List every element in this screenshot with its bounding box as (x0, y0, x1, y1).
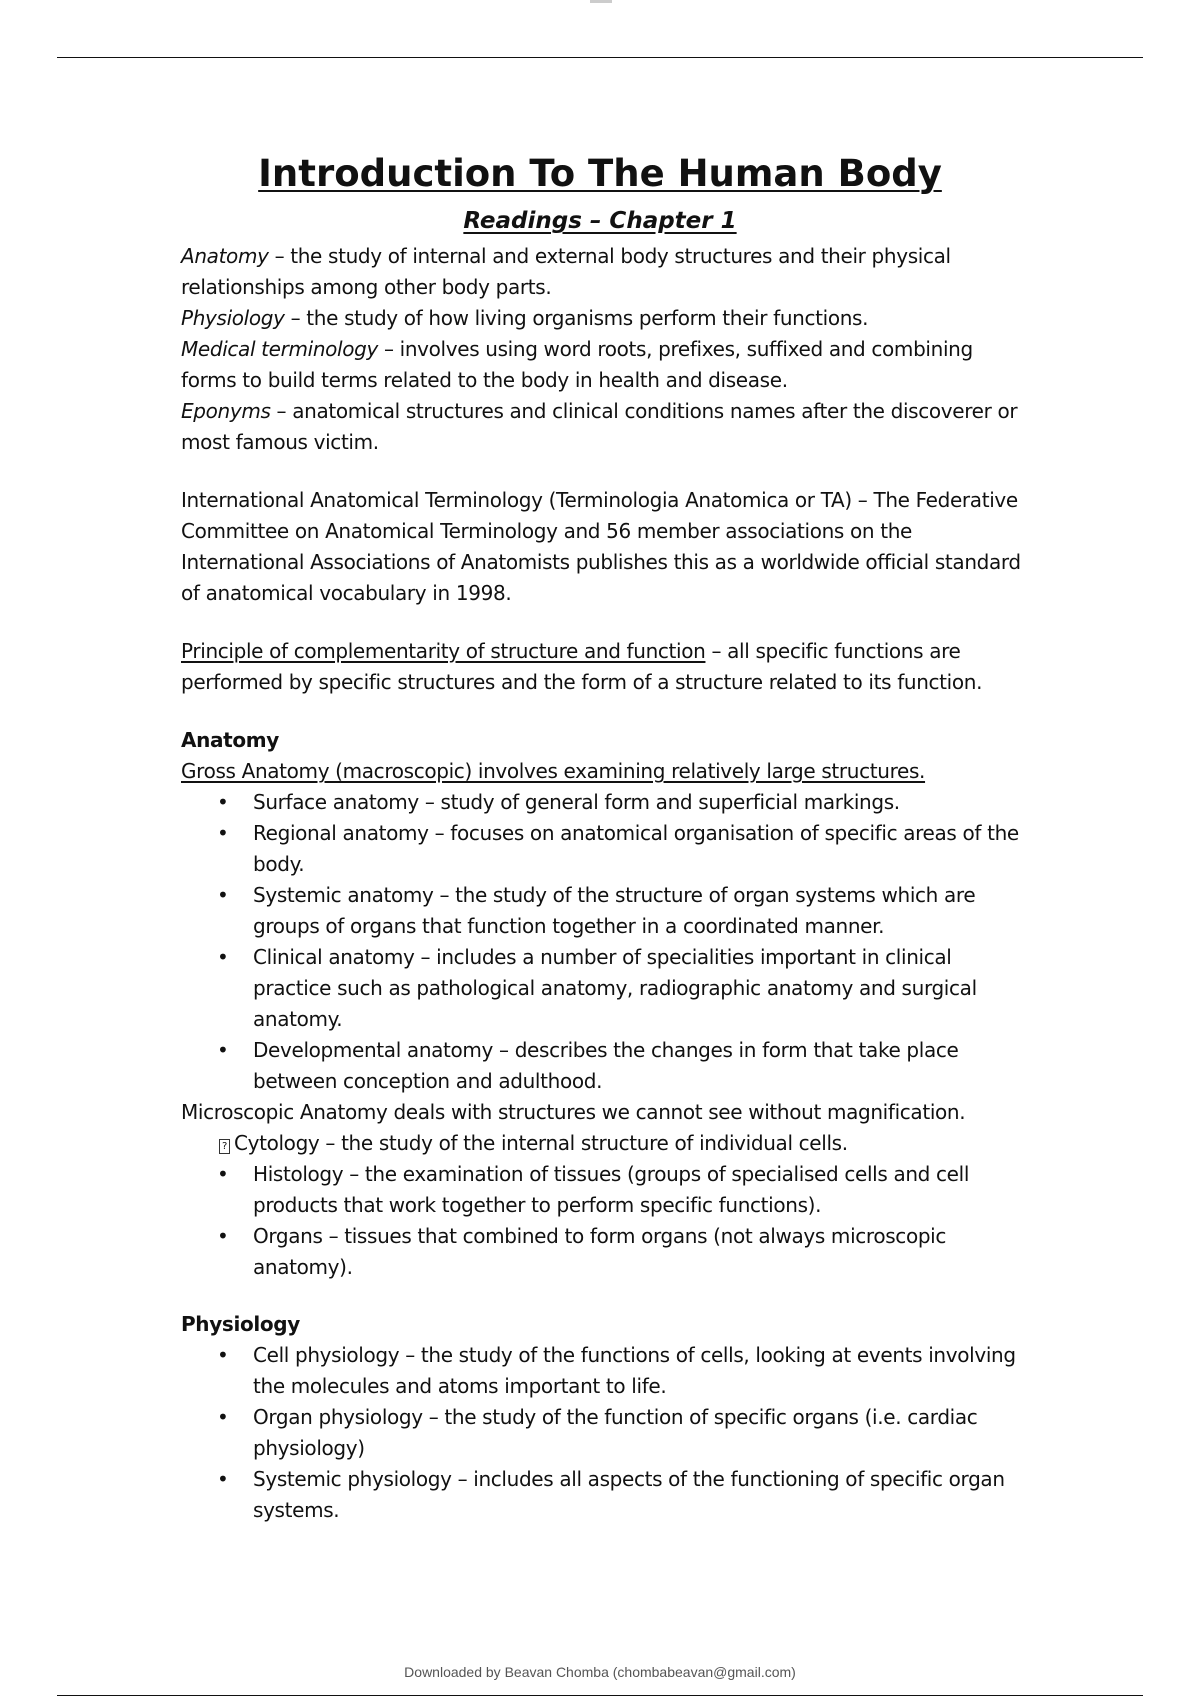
top-mark (590, 0, 612, 3)
bullet: • (217, 1405, 229, 1429)
footer-rule (57, 1695, 1143, 1696)
list-item (181, 818, 1031, 880)
bullet: • (217, 1038, 229, 1062)
list-item (181, 1402, 1031, 1464)
list-item-text: Clinical anatomy – includes a number of specialities important in clinical practice such as pathological anatomy, radiographic anatomy and surgical anatomy. (253, 945, 977, 1031)
spacer (181, 609, 1031, 636)
list-item-text: Developmental anatomy – describes the changes in form that take place between conception and adulthood. (253, 1038, 959, 1093)
definition-medical-terminology (181, 334, 1031, 396)
physiology-heading: Physiology (181, 1312, 300, 1336)
list-item-text: Regional anatomy – focuses on anatomical organisation of specific areas of the body. (253, 821, 1019, 876)
list-item (181, 787, 1031, 818)
list-item (181, 1128, 1031, 1159)
anatomy-heading: Anatomy (181, 728, 279, 752)
bullet: • (217, 1343, 229, 1367)
physiology-list (181, 1340, 1031, 1526)
principle-term: Principle of complementarity of structure and function (181, 639, 706, 663)
download-footer: Downloaded by Beavan Chomba (chombabeavan@gmail.com) (404, 1664, 796, 1680)
bullet: • (217, 1162, 229, 1186)
definition-text: – the study of internal and external body structures and their physical relationships among other body parts. (181, 244, 951, 299)
spacer (181, 698, 1031, 725)
principle-paragraph (181, 636, 1031, 698)
ta-paragraph: International Anatomical Terminology (Terminologia Anatomica or TA) – The Federative Committee on Anatomical Terminology and 56 member associations on the International Associations of Anatomists publishes this as a worldwide official standard of anatomical vocabulary in 1998. (181, 488, 1021, 605)
microscopic-anatomy-intro: Microscopic Anatomy deals with structures we cannot see without magnification. (181, 1100, 966, 1124)
page-subtitle-text: Readings – Chapter 1 (463, 208, 737, 234)
page-title-text: Introduction To The Human Body (258, 152, 942, 195)
microscopic-anatomy-list (181, 1159, 1031, 1283)
missing-glyph-icon: ? (219, 1139, 230, 1154)
list-item-text: Systemic physiology – includes all aspects of the functioning of specific organ systems. (253, 1467, 1005, 1522)
page-title (0, 150, 1200, 198)
definition-term: Physiology (181, 306, 285, 330)
definition-text: – involves using word roots, prefixes, suffixed and combining forms to build terms related to the body in health and disease. (181, 337, 973, 392)
page-subtitle (0, 206, 1200, 236)
list-item (181, 1035, 1031, 1097)
list-item-text: Systemic anatomy – the study of the structure of organ systems which are groups of organs that function together in a coordinated manner. (253, 883, 976, 938)
list-item (181, 942, 1031, 1035)
list-item-text: Cytology – the study of the internal structure of individual cells. (234, 1131, 848, 1155)
spacer (181, 1283, 1031, 1309)
bullet: • (217, 1224, 229, 1248)
definition-text: – the study of how living organisms perform their functions. (284, 306, 869, 330)
definition-physiology (181, 303, 1031, 334)
list-item (181, 1464, 1031, 1526)
definition-eponyms (181, 396, 1031, 458)
list-item (181, 880, 1031, 942)
bullet: • (217, 821, 229, 845)
definition-text: – anatomical structures and clinical conditions names after the discoverer or most famous victim. (181, 399, 1018, 454)
header-rule (57, 57, 1143, 58)
definition-term: Anatomy (181, 244, 269, 268)
list-item (181, 1221, 1031, 1283)
list-item (181, 1159, 1031, 1221)
list-item-text: Cell physiology – the study of the functions of cells, looking at events involving the molecules and atoms important to life. (253, 1343, 1016, 1398)
document-body (181, 241, 1031, 1526)
gross-anatomy-list (181, 787, 1031, 1097)
bullet: • (217, 945, 229, 969)
list-item-text: Histology – the examination of tissues (groups of specialised cells and cell products that work together to perform specific functions). (253, 1162, 970, 1217)
list-item (181, 1340, 1031, 1402)
list-item-text: Surface anatomy – study of general form and superficial markings. (253, 790, 900, 814)
principle-text: – all specific functions are performed by specific structures and the form of a structure related to its function. (181, 639, 983, 694)
spacer (181, 458, 1031, 485)
list-item-text: Organ physiology – the study of the function of specific organs (i.e. cardiac physiology) (253, 1405, 978, 1460)
bullet: • (217, 790, 229, 814)
list-item-text: Organs – tissues that combined to form organs (not always microscopic anatomy). (253, 1224, 947, 1279)
gross-anatomy-intro: Gross Anatomy (macroscopic) involves examining relatively large structures. (181, 759, 926, 783)
definition-anatomy (181, 241, 1031, 303)
definition-term: Eponyms (181, 399, 271, 423)
bullet: • (217, 1467, 229, 1491)
bullet: • (217, 883, 229, 907)
definition-term: Medical terminology (181, 337, 378, 361)
